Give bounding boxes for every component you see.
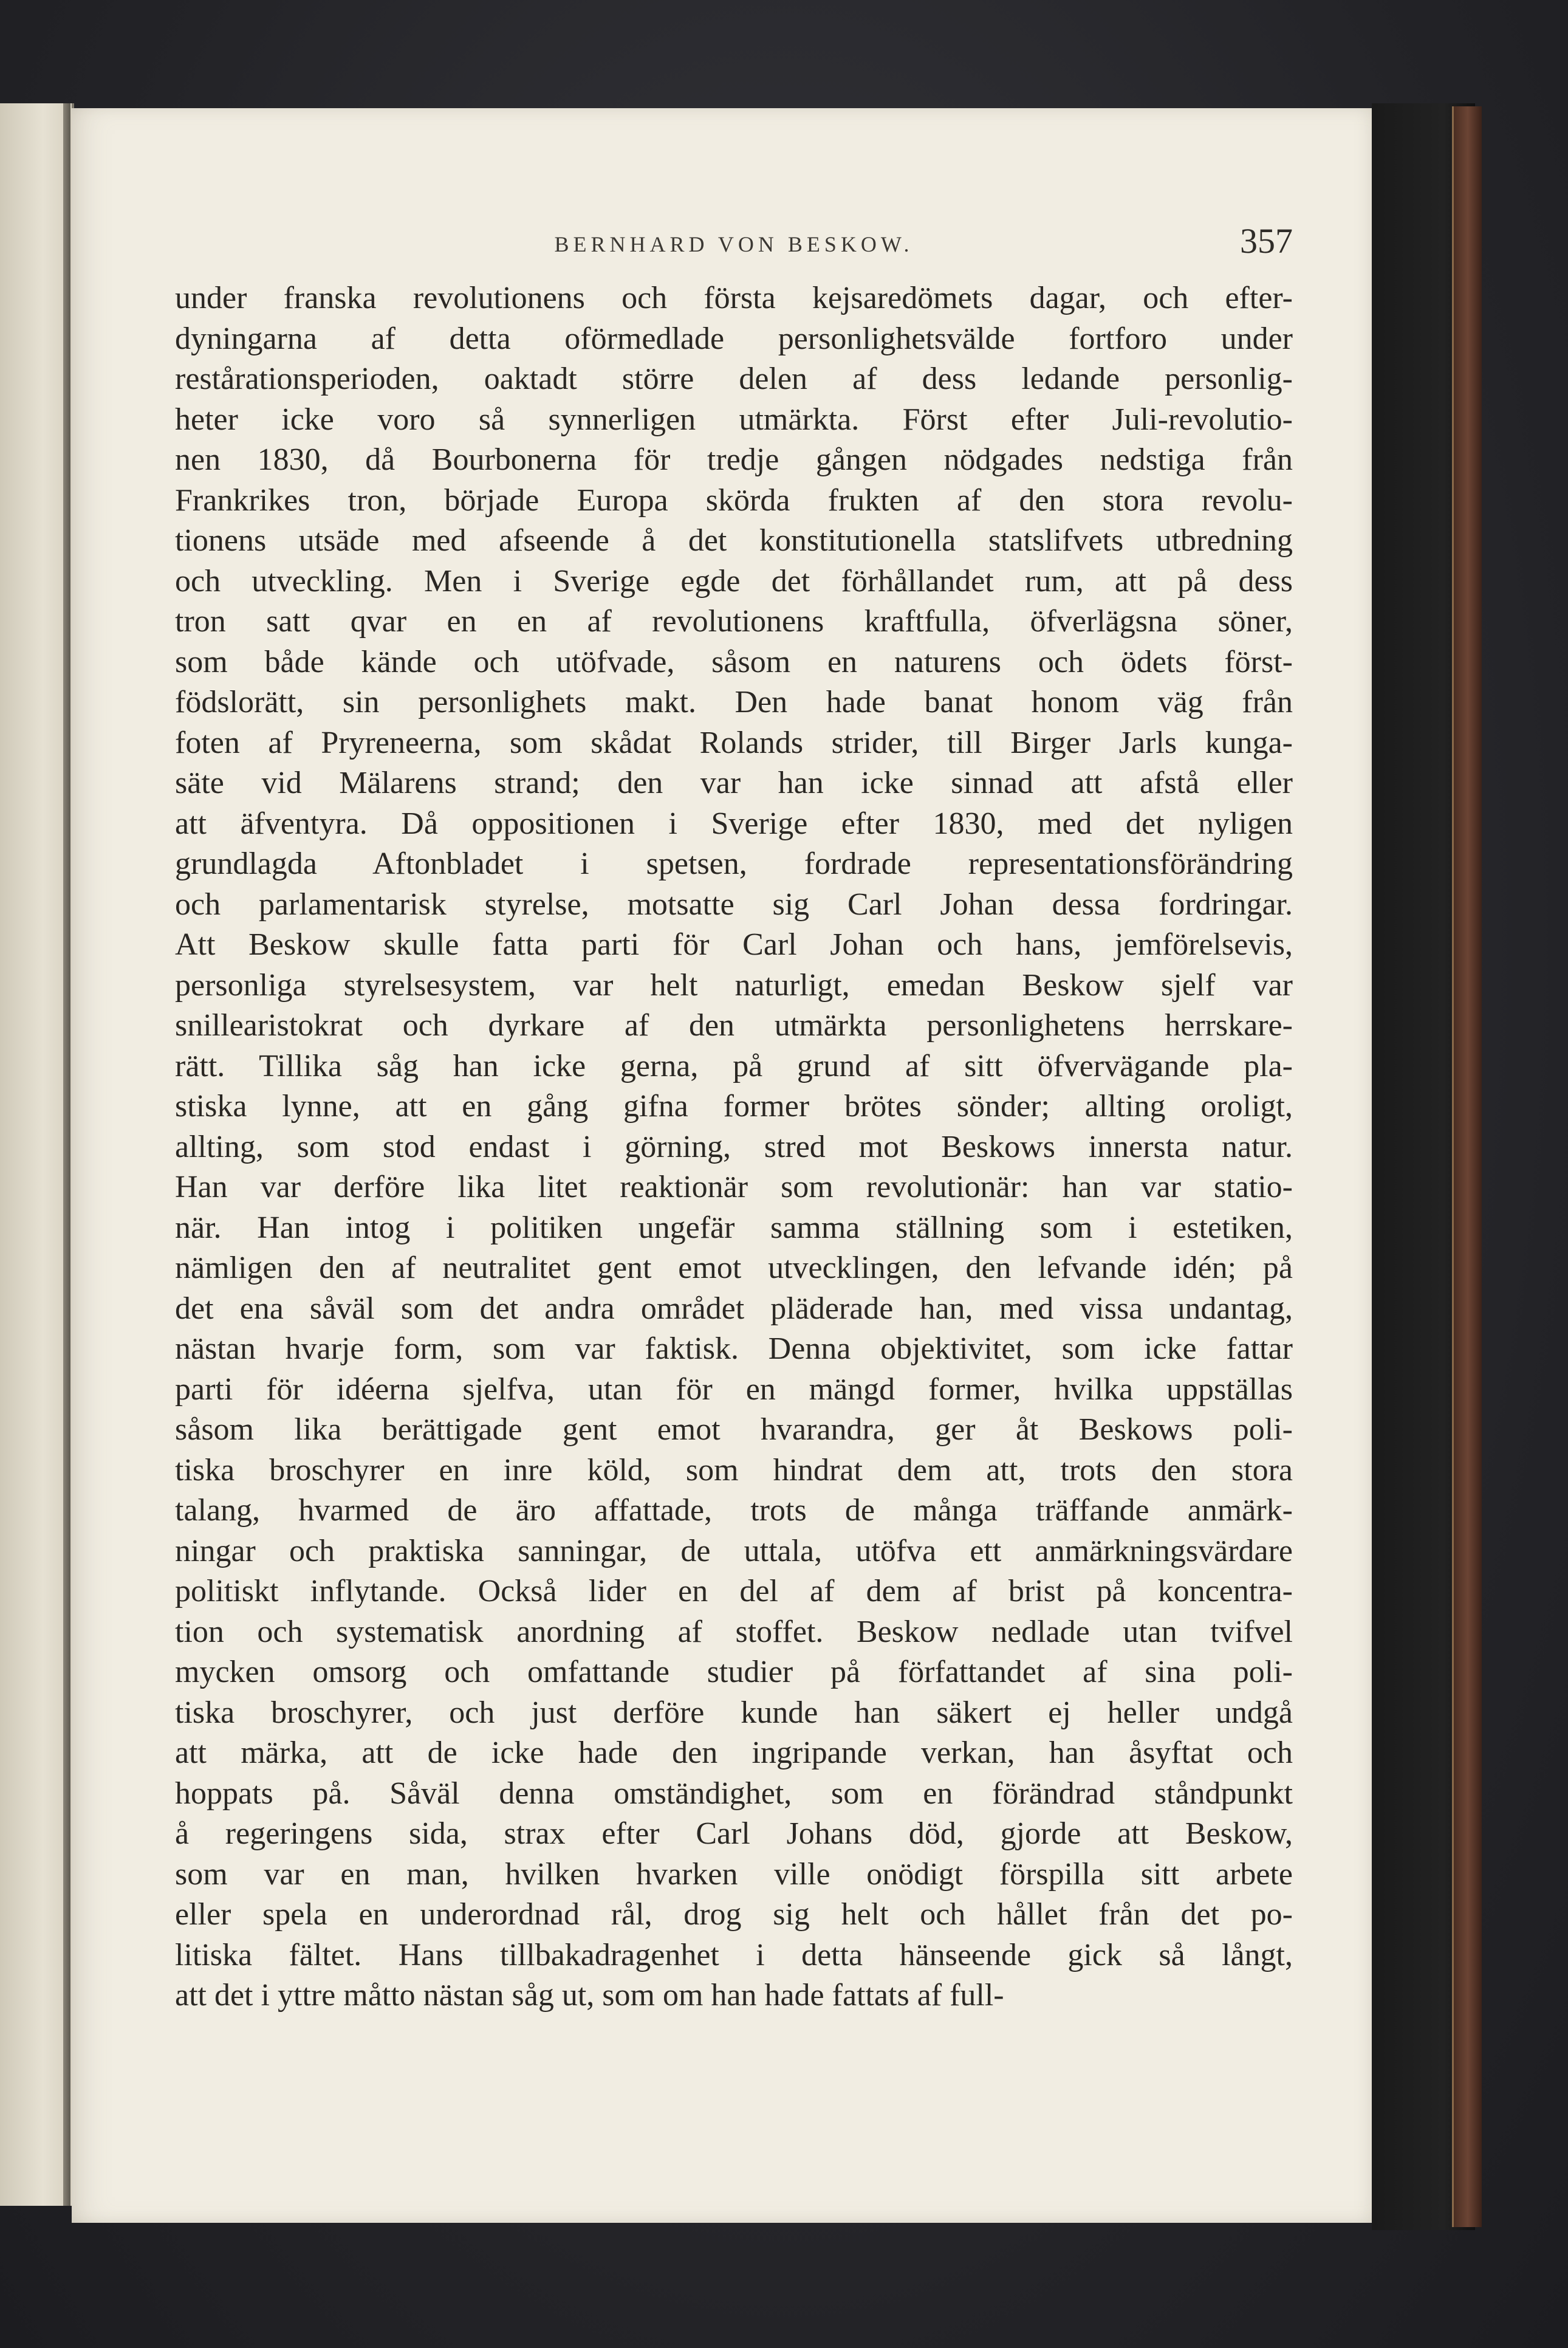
text-line: tiska broschyrer, och just derföre kunde han säkert ej heller undgå [175,1695,1293,1730]
text-line: mycken omsorg och omfattande studier på författandet af sina poli- [175,1655,1293,1689]
text-line: att det i yttre måtto nästan såg ut, som om han hade fattats af full- [175,1978,1004,2013]
text-line: och utveckling. Men i Sverige egde det förhållandet rum, att på dess [175,563,1293,599]
body-text [175,278,1293,2016]
text-line: talang, hvarmed de äro affattade, trots de många träffande anmärk- [175,1493,1293,1528]
book-cover-edge [1452,106,1482,2227]
text-line: nästan hvarje form, som var faktisk. Denna objektivitet, som icke fattar [175,1331,1293,1366]
text-line: Att Beskow skulle fatta parti för Carl Johan och hans, jemförelsevis, [175,927,1293,962]
text-line: eller spela en underordnad rål, drog sig helt och hållet från det po- [175,1897,1293,1932]
text-line: nämligen den af neutralitet gent emot utvecklingen, den lefvande idén; på [175,1251,1293,1285]
running-head: BERNHARD VON BESKOW. [554,232,914,256]
text-line: restårationsperioden, oaktadt större delen af dess ledande personlig- [175,362,1293,396]
text-line: som var en man, hvilken hvarken ville onödigt förspilla sitt arbete [175,1856,1293,1892]
text-line: stiska lynne, att en gång gifna former brötes sönder; allting oroligt, [175,1089,1293,1124]
text-line: ningar och praktiska sanningar, de uttala, utöfva ett anmärkningsvärdare [175,1533,1293,1568]
text-line: under franska revolutionens och första kejsaredömets dagar, och efter- [175,281,1293,315]
text-line: å regeringens sida, strax efter Carl Johans död, gjorde att Beskow, [175,1816,1293,1851]
text-line: att märka, att de icke hade den ingripande verkan, han åsyftat och [175,1735,1293,1770]
text-line: politiskt inflytande. Också lider en del af dem af brist på koncentra- [175,1574,1293,1608]
text-line: som både kände och utöfvade, såsom en naturens och ödets först- [175,644,1293,679]
text-line: parti för idéerna sjelfva, utan för en mängd former, hvilka uppställas [175,1371,1293,1407]
book-page [72,108,1372,2223]
book-gutter [63,103,70,2206]
text-line: allting, som stod endast i görning, stred mot Beskows innersta natur. [175,1129,1293,1164]
text-line: säte vid Mälarens strand; den var han icke sinnad att afstå eller [175,766,1293,800]
text-line: heter icke voro så synnerligen utmärkta. Först efter Juli-revolutio- [175,402,1293,437]
text-line: tion och systematisk anordning af stoffet. Beskow nedlade utan tvifvel [175,1614,1293,1649]
text-line: att äfventyra. Då oppositionen i Sverige efter 1830, med det nyligen [175,806,1293,841]
text-line: Frankrikes tron, började Europa skörda frukten af den stora revolu- [175,482,1293,518]
page-number: 357 [1240,221,1293,261]
text-line: tiska broschyrer en inre köld, som hindrat dem att, trots den stora [175,1452,1293,1488]
text-line: snillearistokrat och dyrkare af den utmärkta personlighetens herrskare- [175,1008,1293,1043]
text-line: och parlamentarisk styrelse, motsatte sig Carl Johan dessa fordringar. [175,887,1293,922]
text-line: litiska fältet. Hans tillbakadragenhet i detta hänseende gick så långt, [175,1937,1293,1972]
text-line: såsom lika berättigade gent emot hvarandra, ger åt Beskows poli- [175,1412,1293,1447]
text-line: grundlagda Aftonbladet i spetsen, fordrade representationsförändring [175,846,1293,881]
text-line: nen 1830, då Bourbonerna för tredje gången nödgades nedstiga från [175,442,1293,477]
text-line: rätt. Tillika såg han icke gerna, på grund af sitt öfvervägande pla- [175,1048,1293,1083]
text-line: när. Han intog i politiken ungefär samma ställning som i estetiken, [175,1210,1293,1245]
text-line: personliga styrelsesystem, var helt naturligt, emedan Beskow sjelf var [175,967,1293,1003]
text-line: Han var derföre lika litet reaktionär som revolutionär: han var statio- [175,1170,1293,1204]
text-line: dyningarna af detta oförmedlade personlighetsvälde fortforo under [175,321,1293,356]
text-line: foten af Pryreneerna, som skådat Rolands strider, till Birger Jarls kunga- [175,725,1293,760]
text-line: hoppats på. Såväl denna omständighet, som en förändrad ståndpunkt [175,1776,1293,1811]
text-line: det ena såväl som det andra området pläderade han, med vissa undantag, [175,1291,1293,1326]
text-line: tionens utsäde med afseende å det konstitutionella statslifvets utbredning [175,523,1293,558]
text-line: födslorätt, sin personlighets makt. Den hade banat honom väg från [175,685,1293,719]
text-line: tron satt qvar en en af revolutionens kraftfulla, öfverlägsna söner, [175,604,1293,639]
